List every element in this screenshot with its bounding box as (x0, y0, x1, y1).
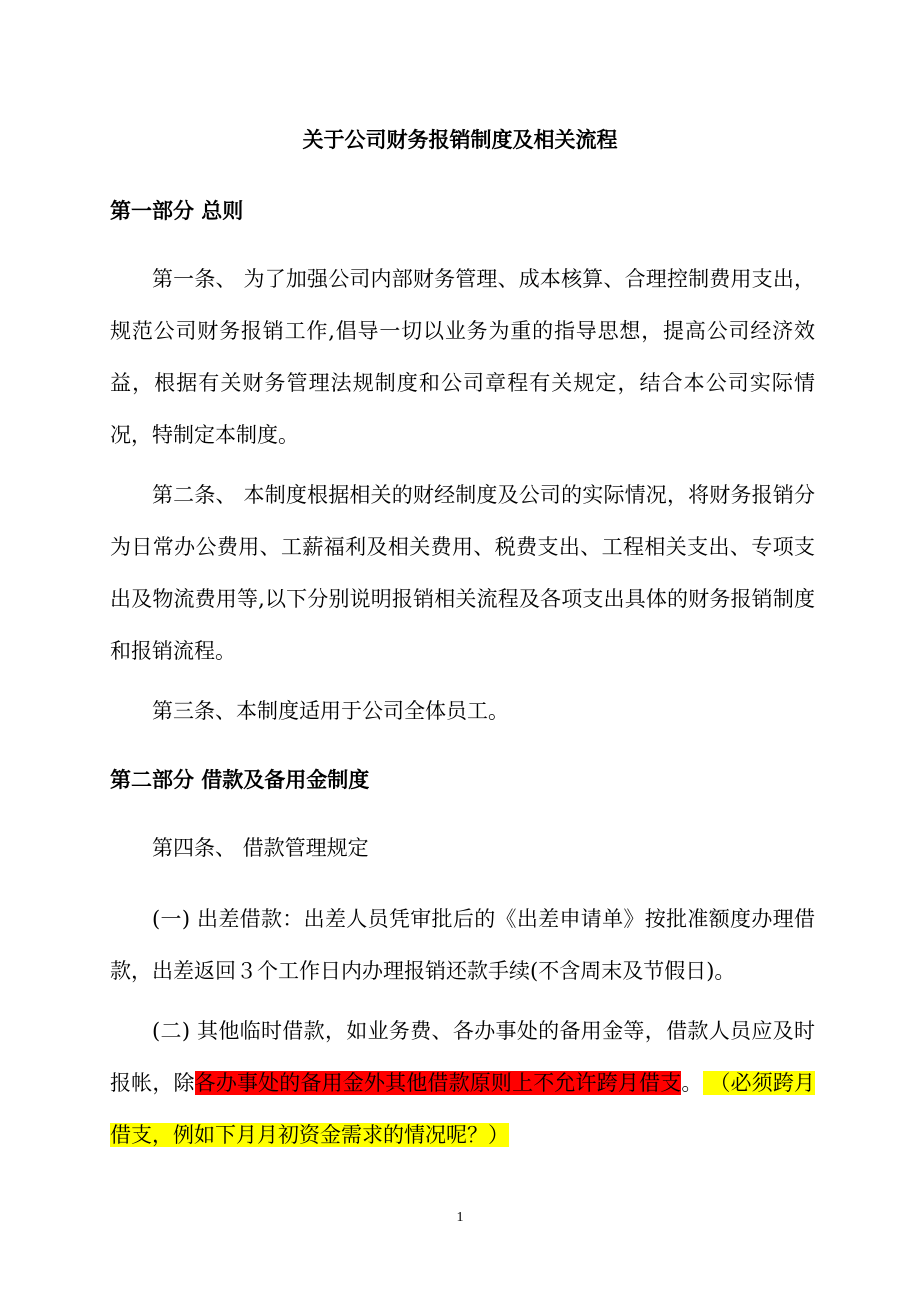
item-2-temporary-loan (110, 1005, 815, 1161)
yellow-highlight-comment: （必须跨月借支，例如下月月初资金需求的情况呢？） (110, 1071, 816, 1147)
article-2: 第二条、 本制度根据相关的财经制度及公司的实际情况，将财务报销分为日常办公费用、工薪福利及相关费用、税费支出、工程相关支出、专项支出及物流费用等,以下分别说明报销相关流程及各项支出具体的财务报销制度和报销流程。 (110, 483, 815, 663)
article-4: 第四条、 借款管理规定 (152, 836, 369, 860)
page-number: 1 (456, 1210, 464, 1225)
item-2-text: (二) 其他临时借款，如业务费、各办事处的备用金等，借款人员应及时报帐，除 (110, 1019, 815, 1095)
part2-heading: 第二部分 借款及备用金制度 (110, 768, 370, 792)
part1-heading: 第一部分 总则 (110, 199, 244, 223)
article-3: 第三条、本制度适用于公司全体员工。 (152, 699, 509, 723)
red-highlight-text: 各办事处的备用金外其他借款原则上不允许跨月借支 (194, 1071, 682, 1095)
item-1-travel-loan: (一) 出差借款：出差人员凭审批后的《出差申请单》按批准额度办理借款，出差返回３个工作日内办理报销还款手续(不含周末及节假日)。 (110, 907, 815, 983)
article-1: 第一条、 为了加强公司内部财务管理、成本核算、合理控制费用支出，规范公司财务报销工作,倡导一切以业务为重的指导思想，提高公司经济效益，根据有关财务管理法规制度和公司章程有关规定，结合本公司实际情况，特制定本制度。 (110, 267, 815, 447)
document-title: 关于公司财务报销制度及相关流程 (302, 128, 618, 152)
item-2-period: 。 (681, 1071, 703, 1095)
